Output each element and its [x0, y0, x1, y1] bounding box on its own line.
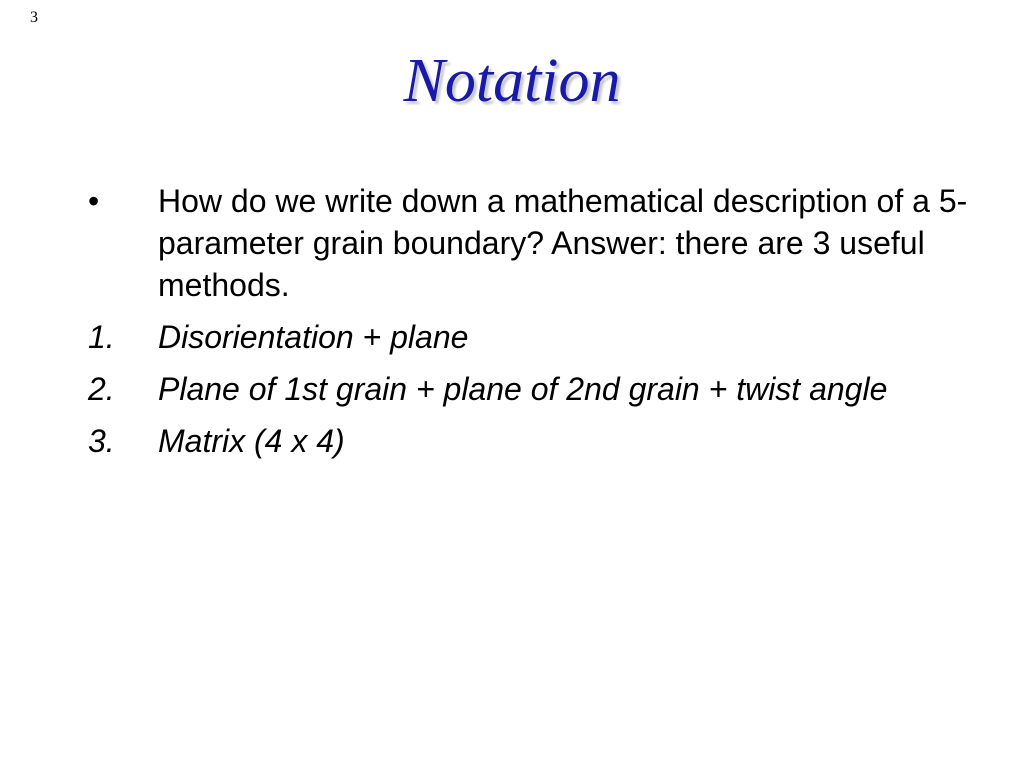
slide-body	[88, 180, 968, 472]
list-text: Plane of 1st grain + plane of 2nd grain + twist angle	[158, 371, 888, 407]
bullet-marker: •	[88, 183, 100, 219]
numbered-item-1	[88, 316, 968, 358]
list-text: Matrix (4 x 4)	[158, 423, 345, 459]
numbered-item-3	[88, 420, 968, 462]
bullet-text: How do we write down a mathematical description of a 5-parameter grain boundary? Answer: there are 3 useful methods.	[158, 183, 968, 303]
list-marker: 3.	[88, 423, 115, 459]
slide-number: 3	[30, 9, 38, 26]
slide-title: Notation	[403, 47, 621, 115]
numbered-item-2	[88, 368, 968, 410]
list-marker: 1.	[88, 319, 115, 355]
list-marker: 2.	[88, 371, 115, 407]
list-text: Disorientation + plane	[158, 319, 469, 355]
bullet-item	[88, 180, 968, 306]
